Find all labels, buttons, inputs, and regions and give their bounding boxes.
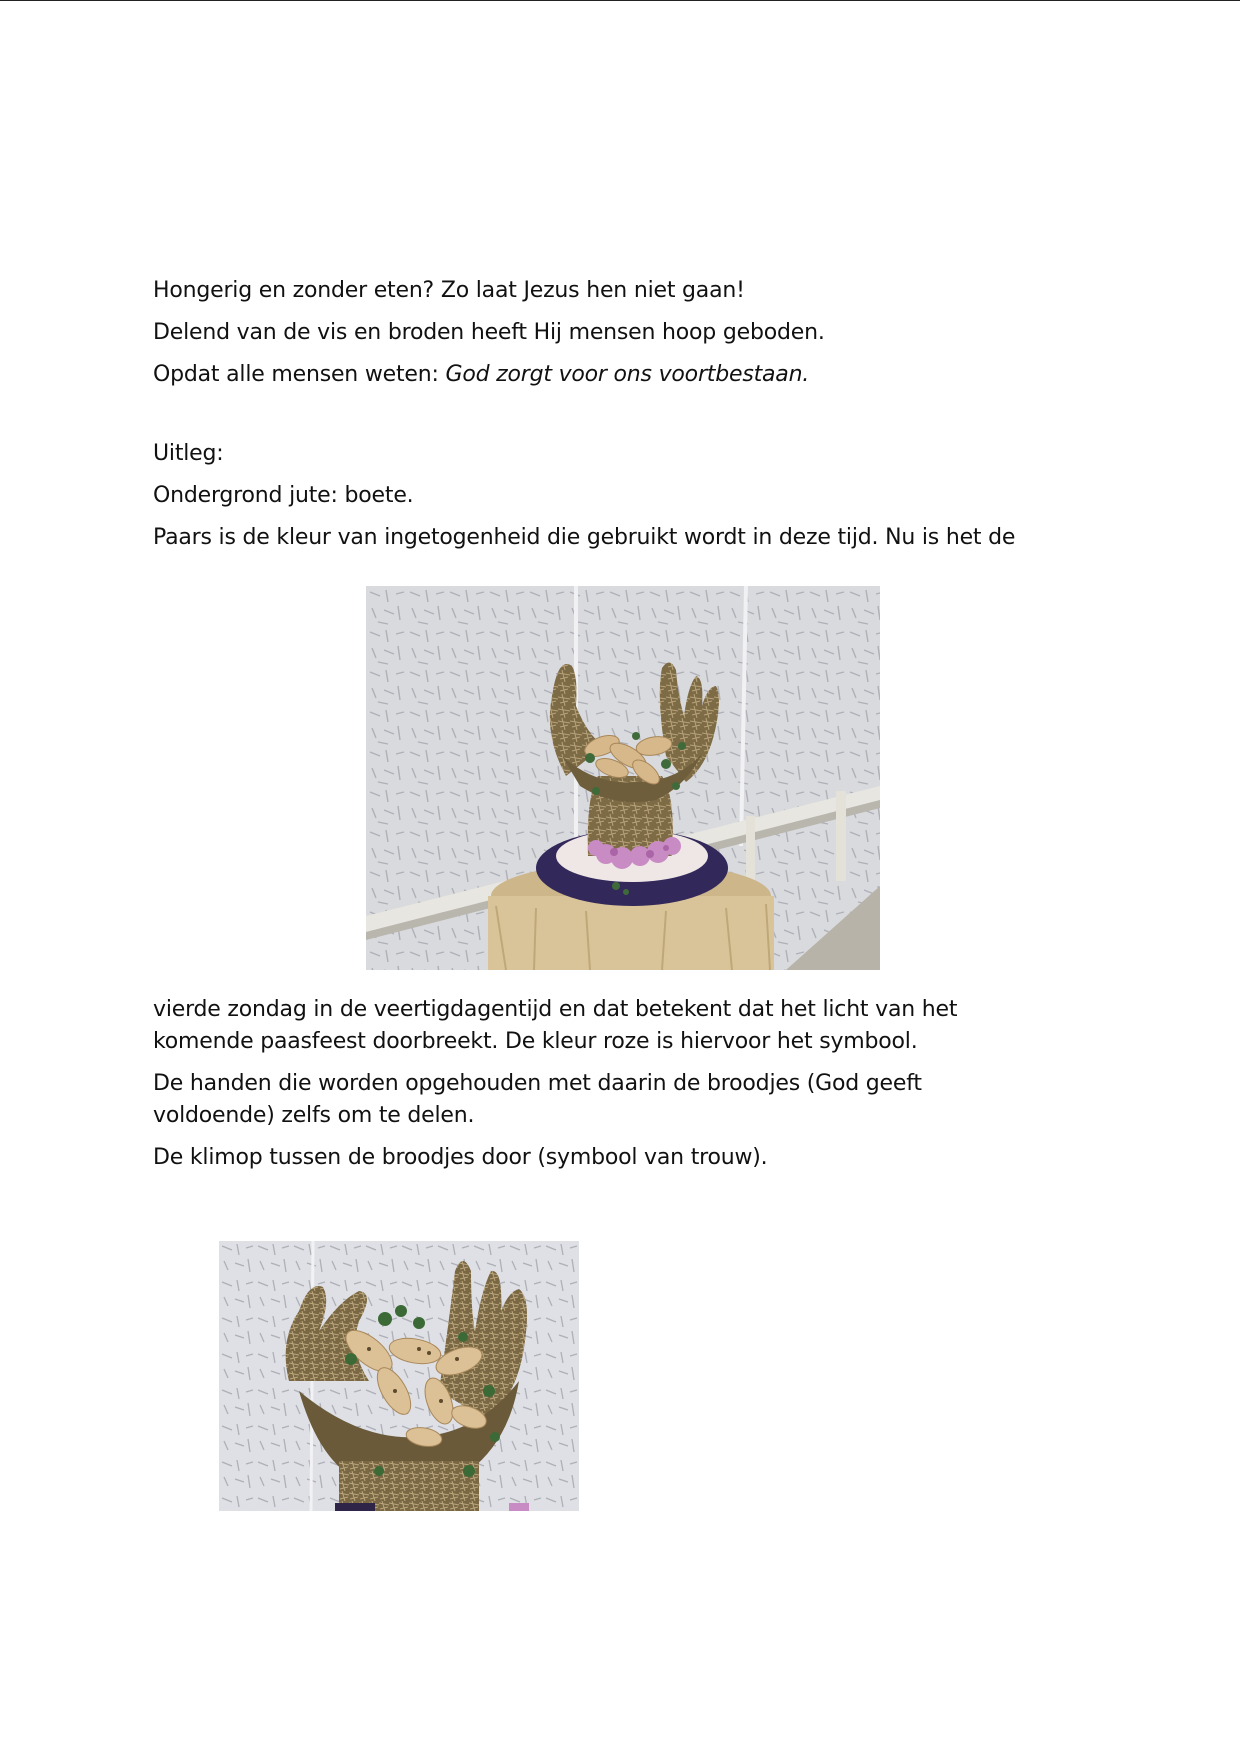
- photo-hands-arrangement-full-graphic: [366, 586, 880, 970]
- poem-line-2: Delend van de vis en broden heeft Hij mensen hoop geboden.: [153, 320, 825, 345]
- photo-hands-arrangement-full: [366, 586, 880, 970]
- poem-line-3-italic: God zorgt voor ons voortbestaan.: [445, 362, 810, 387]
- explanation-paragraph-2-line-3: komende paasfeest doorbreekt. De kleur roze is hiervoor het symbool.: [153, 1029, 918, 1054]
- explanation-paragraph-3-line-2: voldoende) zelfs om te delen.: [153, 1103, 475, 1128]
- poem-line-3-prefix: Opdat alle mensen weten:: [153, 362, 446, 387]
- explanation-paragraph-2-line-1: Paars is de kleur van ingetogenheid die gebruikt wordt in deze tijd. Nu is het de: [153, 525, 1016, 550]
- explanation-paragraph-1: Ondergrond jute: boete.: [153, 483, 414, 508]
- poem-line-1: Hongerig en zonder eten? Zo laat Jezus hen niet gaan!: [153, 278, 745, 303]
- explanation-paragraph-4: De klimop tussen de broodjes door (symbool van trouw).: [153, 1145, 768, 1170]
- poem-line-3: [153, 359, 809, 391]
- photo-hands-arrangement-closeup: [219, 1241, 579, 1511]
- photo-hands-arrangement-closeup-graphic: [219, 1241, 579, 1511]
- explanation-heading: Uitleg:: [153, 441, 224, 466]
- page-top-border: [0, 0, 1240, 1]
- explanation-paragraph-2-line-2: vierde zondag in de veertigdagentijd en dat betekent dat het licht van het: [153, 997, 958, 1022]
- explanation-paragraph-3-line-1: De handen die worden opgehouden met daarin de broodjes (God geeft: [153, 1071, 922, 1096]
